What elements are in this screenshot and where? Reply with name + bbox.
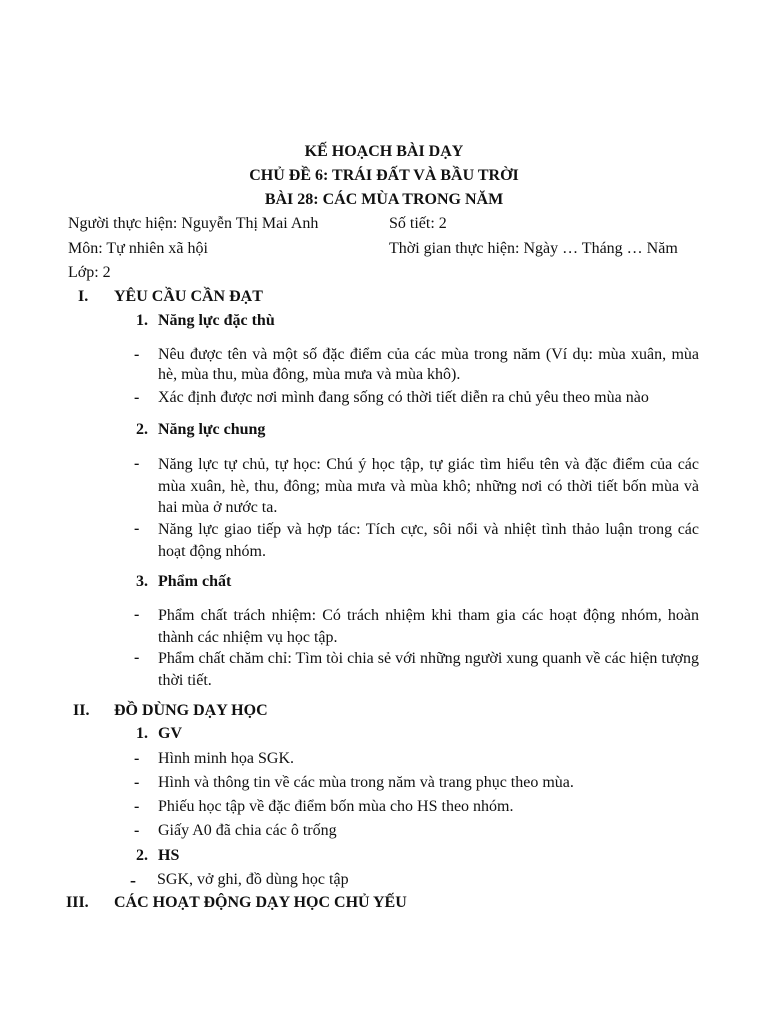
bullet-dash: - bbox=[134, 822, 140, 839]
subsection-hs-title: HS bbox=[158, 847, 180, 864]
bullet-dash: - bbox=[134, 649, 140, 666]
bullet-dash: - bbox=[134, 798, 140, 815]
bullet-dash: - bbox=[134, 455, 140, 472]
grade: Lớp: 2 bbox=[68, 264, 111, 281]
section-2-number: II. bbox=[73, 702, 90, 719]
implementation-time: Thời gian thực hiện: Ngày … Tháng … Năm bbox=[389, 240, 678, 257]
list-item: Hình minh họa SGK. bbox=[158, 750, 294, 767]
subsection-2-number: 2. bbox=[136, 421, 148, 438]
bullet-dash: - bbox=[130, 870, 136, 890]
subsection-gv-number: 1. bbox=[136, 725, 148, 742]
bullet-dash: - bbox=[134, 774, 140, 791]
list-item: SGK, vở ghi, đồ dùng học tập bbox=[157, 871, 349, 888]
list-item: Phẩm chất chăm chỉ: Tìm tòi chia sẻ với những người xung quanh về các hiện tượng thời tiết. bbox=[158, 650, 699, 689]
list-item: Xác định được nơi mình đang sống có thời tiết diễn ra chủ yêu theo mùa nào bbox=[158, 389, 649, 406]
subsection-3-title: Phẩm chất bbox=[158, 573, 232, 590]
bullet-dash: - bbox=[134, 606, 140, 623]
list-item: Năng lực giao tiếp và hợp tác: Tích cực, sôi nổi và nhiệt tình thảo luận trong các hoạt động nhóm. bbox=[158, 521, 699, 560]
section-2-title: ĐỒ DÙNG DẠY HỌC bbox=[114, 702, 268, 719]
section-1-number: I. bbox=[78, 288, 89, 305]
subject: Môn: Tự nhiên xã hội bbox=[68, 240, 208, 257]
subsection-hs-number: 2. bbox=[136, 847, 148, 864]
list-item: Hình và thông tin về các mùa trong năm và trang phục theo mùa. bbox=[158, 774, 574, 791]
list-item: Giấy A0 đã chia các ô trống bbox=[158, 822, 337, 839]
periods-count: Số tiết: 2 bbox=[389, 215, 447, 232]
lesson-heading: BÀI 28: CÁC MÙA TRONG NĂM bbox=[264, 191, 504, 208]
section-1-title: YÊU CẦU CẦN ĐẠT bbox=[114, 288, 263, 305]
list-item: Nêu được tên và một số đặc điểm của các mùa trong năm (Ví dụ: mùa xuân, mùa hè, mùa thu, mùa đông, mùa mưa và mùa khô). bbox=[158, 346, 699, 383]
bullet-dash: - bbox=[134, 520, 140, 537]
document-title: KẾ HOẠCH BÀI DẠY bbox=[304, 143, 464, 160]
subsection-gv-title: GV bbox=[158, 725, 182, 742]
bullet-dash: - bbox=[134, 750, 140, 767]
section-3-number: III. bbox=[66, 894, 89, 911]
bullet-dash: - bbox=[134, 346, 140, 363]
list-item: Năng lực tự chủ, tự học: Chú ý học tập, tự giác tìm hiểu tên và đặc điểm của các mùa xuân, hè, thu, đông; mùa mưa và mùa khô; những nơi có thời tiết bốn mùa và hai mùa ở nước ta. bbox=[158, 456, 699, 516]
teacher-name: Người thực hiện: Nguyễn Thị Mai Anh bbox=[68, 215, 319, 232]
bullet-dash: - bbox=[134, 389, 140, 406]
list-item: Phiếu học tập về đặc điểm bốn mùa cho HS theo nhóm. bbox=[158, 798, 514, 815]
subsection-2-title: Năng lực chung bbox=[158, 421, 266, 438]
list-item: Phẩm chất trách nhiệm: Có trách nhiệm khi tham gia các hoạt động nhóm, hoàn thành các nhiệm vụ học tập. bbox=[158, 607, 699, 646]
subsection-1-title: Năng lực đặc thù bbox=[158, 312, 275, 329]
topic-heading: CHỦ ĐỀ 6: TRÁI ĐẤT VÀ BẦU TRỜI bbox=[249, 167, 519, 184]
section-3-title: CÁC HOẠT ĐỘNG DẠY HỌC CHỦ YẾU bbox=[114, 894, 407, 911]
subsection-3-number: 3. bbox=[136, 573, 148, 590]
subsection-1-number: 1. bbox=[136, 312, 148, 329]
